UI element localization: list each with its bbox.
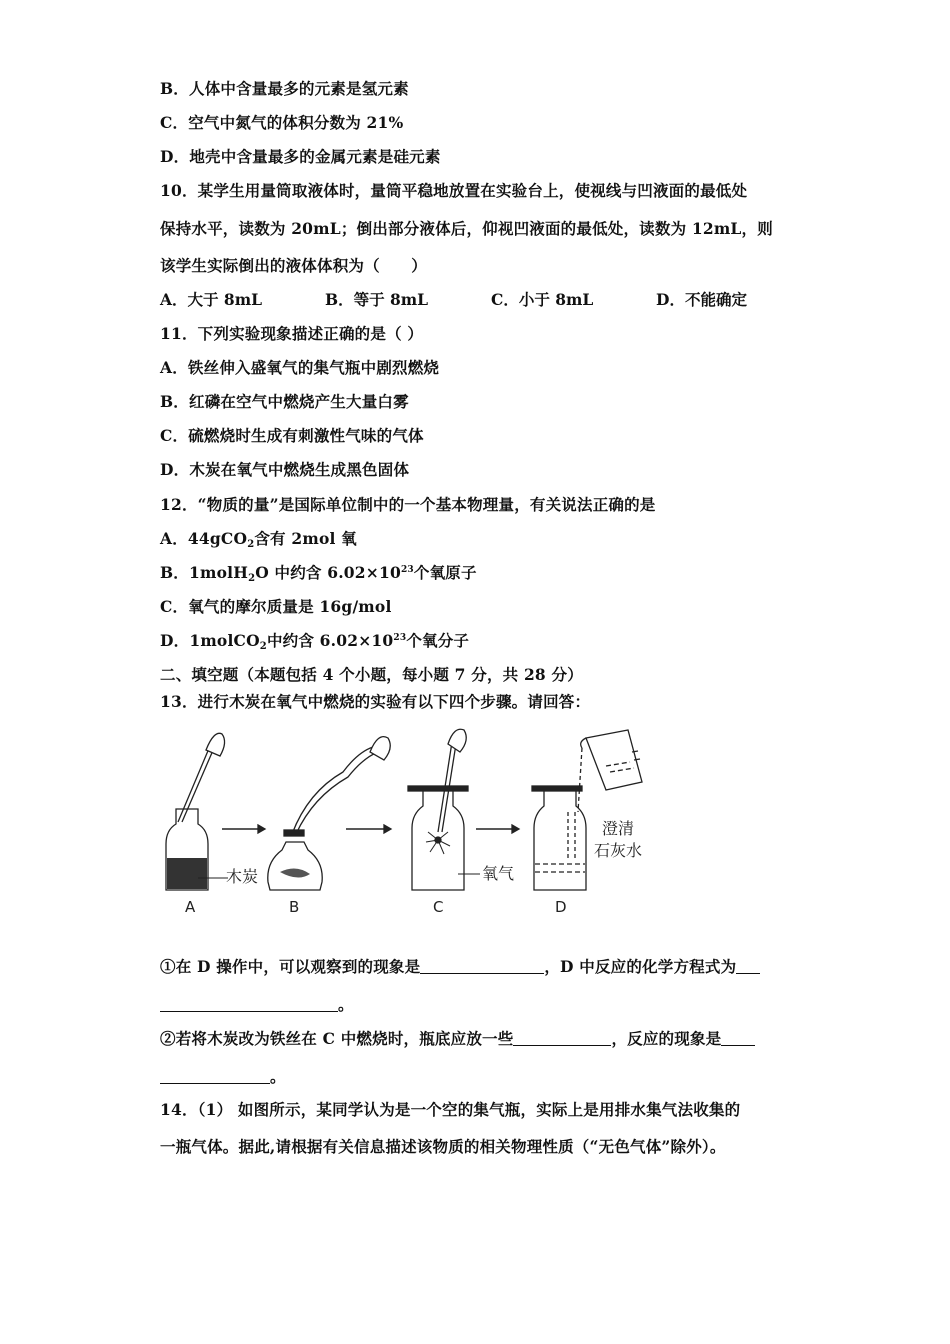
q10-stem-line3: 该学生实际倒出的液体体积为（ ） [160,256,427,275]
q12-option-d-sub: 2 [259,641,267,652]
q12-option-b [160,561,477,584]
q13-part1-text-a: ①在 D 操作中，可以观察到的现象是 [160,957,421,976]
answer-blank[interactable] [513,1031,611,1046]
q14-line2: 一瓶气体。据此,请根据有关信息描述该物质的相关物理性质（“无色气体”除外）。 [160,1137,726,1156]
step-a-label: A [185,898,196,916]
arrow-ab [222,825,265,833]
q11-option-a: A．铁丝伸入盛氧气的集气瓶中剧烈燃烧 [160,358,440,377]
answer-blank[interactable] [736,959,760,974]
step-c-label: C [433,898,444,916]
alcohol-lamp-b [268,737,390,890]
q12-option-d-pre: D．1molCO [160,631,260,650]
q12-option-a-post: 含有 2mol 氧 [254,529,357,548]
q10-option-b: B．等于 8mL [325,290,429,309]
section-title: 二、填空题（本题包括 4 个小题，每小题 7 分，共 28 分） [160,665,583,684]
q12-stem: 12．“物质的量”是国际单位制中的一个基本物理量，有关说法正确的是 [160,495,656,514]
label-charcoal: 木炭 [226,867,259,886]
q9-option-c: C．空气中氮气的体积分数为 21% [160,113,404,132]
q12-option-d-post: 个氧分子 [406,631,470,650]
q11-stem: 11．下列实验现象描述正确的是（ ） [160,324,424,343]
answer-blank[interactable] [721,1031,755,1046]
q13-part2-text-b: ，反应的现象是 [611,1029,722,1048]
arrow-bc [346,825,391,833]
q13-part1-text-b: ，D 中反应的化学方程式为 [544,957,737,976]
q10-option-a: A．大于 8mL [160,290,263,309]
q12-option-d-sup: 23 [393,633,407,643]
q12-option-b-pre: B．1molH [160,563,249,582]
step-b-label: B [289,898,300,916]
q9-option-d: D．地壳中含量最多的金属元素是硅元素 [160,147,441,166]
q12-option-d [160,629,469,652]
q10-stem-line2: 保持水平，读数为 20mL；倒出部分液体后，仰视凹液面的最低处，读数为 12mL，则 [160,219,773,238]
q14-line1: 14．（1） 如图所示，某同学认为是一个空的集气瓶，实际上是用排水集气法收集的 [160,1100,741,1119]
q9-option-b: B．人体中含量最多的元素是氢元素 [160,79,409,98]
q11-option-d: D．木炭在氧气中燃烧生成黑色固体 [160,460,410,479]
arrow-cd [476,825,519,833]
label-oxygen: 氧气 [482,864,515,883]
q10-option-c: C．小于 8mL [491,290,594,309]
answer-blank[interactable] [160,1069,270,1084]
bottle-c [408,729,480,890]
q12-option-b-sup: 23 [400,565,414,575]
q13-part1-end: 。 [338,995,354,1014]
q12-option-b-mid: O 中约含 6.02×10 [255,563,401,582]
q12-option-b-sub: 2 [248,573,256,584]
label-limewater-1: 澄清 [602,819,635,838]
q12-option-c: C．氧气的摩尔质量是 16g/mol [160,597,392,616]
q10-stem-line1: 10．某学生用量筒取液体时，量筒平稳地放置在实验台上，使视线与凹液面的最低处 [160,181,748,200]
q12-option-a-pre: A．44gCO [160,529,248,548]
q13-part1-line1 [160,955,760,977]
q11-option-c: C．硫燃烧时生成有刺激性气味的气体 [160,426,424,445]
bottle-d [532,786,586,890]
q11-option-b: B．红磷在空气中燃烧产生大量白雾 [160,392,409,411]
q13-stem: 13．进行木炭在氧气中燃烧的实验有以下四个步骤。请回答： [160,692,591,711]
q12-option-b-post: 个氧原子 [413,563,477,582]
answer-blank[interactable] [160,997,338,1012]
q13-part1-line2 [160,993,354,1015]
step-d-label: D [555,898,567,916]
q12-option-d-mid: 中约含 6.02×10 [266,631,394,650]
charcoal-pile [167,858,207,889]
bottle-a [166,733,228,890]
q12-option-a [160,527,357,550]
answer-blank[interactable] [420,959,544,974]
experiment-figure [158,722,658,922]
q13-part2-end: 。 [270,1067,286,1086]
q13-part2-line2 [160,1065,286,1087]
q10-option-d: D．不能确定 [656,290,747,309]
q13-part2-text-a: ②若将木炭改为铁丝在 C 中燃烧时，瓶底应放一些 [160,1029,514,1048]
q13-part2-line1 [160,1027,755,1049]
q12-option-a-sub: 2 [247,539,255,550]
beaker [578,730,642,812]
label-limewater-2: 石灰水 [594,841,643,860]
